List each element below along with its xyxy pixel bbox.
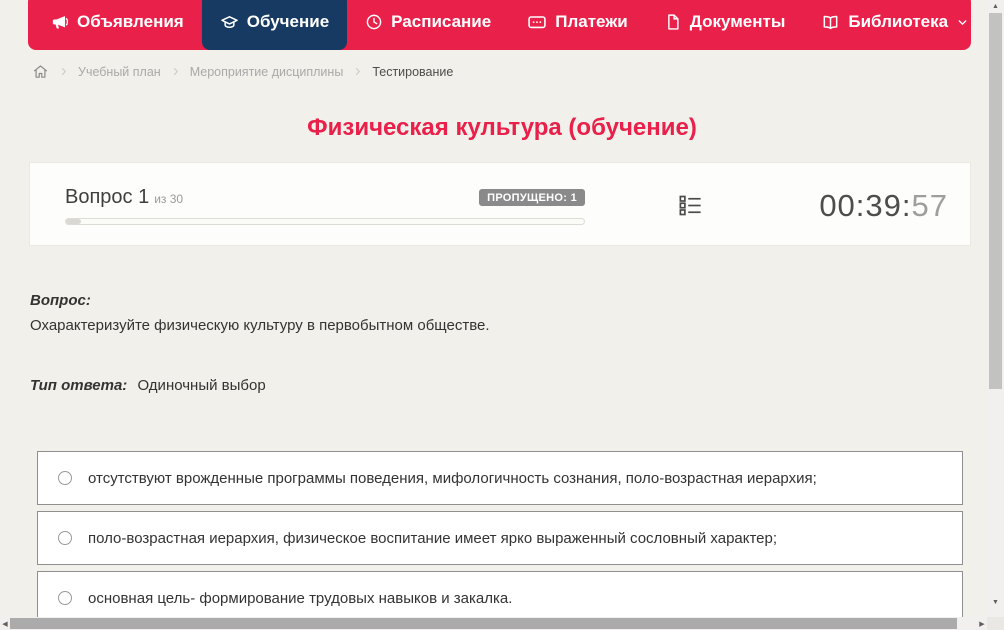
answer-option-1[interactable]	[37, 451, 963, 505]
nav-item-announcements[interactable]	[32, 0, 202, 50]
book-icon	[821, 13, 840, 32]
answer-option-text: отсутствуют врожденные программы поведения, мифологичность сознания, поло-возрастная иерархия;	[88, 469, 817, 487]
breadcrumb-separator-icon	[170, 66, 181, 77]
page-title: Физическая культура (обучение)	[307, 114, 697, 141]
nav-item-label: Документы	[689, 12, 786, 31]
scroll-down-arrow-icon[interactable]: ▼	[992, 598, 999, 606]
question-content	[30, 292, 970, 630]
vertical-scrollbar-thumb[interactable]	[989, 13, 1002, 389]
vertical-scrollbar[interactable]	[987, 0, 1004, 617]
answer-options	[30, 451, 970, 625]
radio-button[interactable]	[58, 471, 72, 485]
scrollbar-corner	[987, 617, 1004, 630]
question-progress-block	[65, 186, 585, 225]
progress-bar-fill	[66, 219, 81, 224]
breadcrumb-separator-icon	[352, 66, 363, 77]
nav-item-library[interactable]	[803, 0, 987, 50]
scroll-left-arrow-icon[interactable]: ◀	[2, 620, 8, 628]
home-icon[interactable]	[32, 63, 49, 80]
breadcrumb-item-testing: Тестирование	[372, 64, 454, 79]
answer-option-2[interactable]	[37, 511, 963, 565]
graduation-cap-icon	[220, 13, 239, 32]
breadcrumb-item-discipline-event[interactable]: Мероприятие дисциплины	[189, 64, 344, 79]
question-list-button[interactable]	[677, 192, 704, 222]
answer-type-value: Одиночный выбор	[137, 377, 266, 394]
answer-option-text: основная цель- формирование трудовых навыков и закалка.	[88, 589, 513, 607]
megaphone-icon	[50, 13, 69, 32]
timer-seconds: 57	[911, 188, 948, 223]
breadcrumb	[32, 63, 453, 80]
radio-button[interactable]	[58, 531, 72, 545]
nav-item-label: Расписание	[391, 12, 492, 31]
skipped-badge: ПРОПУЩЕНО: 1	[479, 189, 585, 206]
main-nav	[28, 0, 971, 50]
question-label: Вопрос:	[30, 292, 91, 309]
progress-bar	[65, 218, 585, 225]
nav-item-label: Библиотека	[848, 12, 949, 31]
horizontal-scrollbar-thumb[interactable]	[10, 618, 957, 629]
nav-item-schedule[interactable]	[347, 0, 509, 50]
timer-hours-minutes: 00:39:	[819, 188, 912, 223]
nav-item-payments[interactable]	[509, 0, 646, 50]
breadcrumb-item-study-plan[interactable]: Учебный план	[78, 64, 161, 79]
scroll-right-arrow-icon[interactable]: ▶	[979, 620, 985, 628]
question-text: Охарактеризуйте физическую культуру в первобытном обществе.	[30, 317, 490, 334]
nav-item-label: Объявления	[77, 12, 184, 31]
radio-button[interactable]	[58, 591, 72, 605]
nav-item-label: Платежи	[555, 12, 628, 31]
horizontal-scrollbar[interactable]	[0, 617, 987, 630]
chevron-down-icon	[956, 16, 969, 29]
answer-option-text: поло-возрастная иерархия, физическое воспитание имеет ярко выраженный сословный характер;	[88, 529, 778, 547]
question-total: из 30	[154, 192, 184, 206]
question-number: Вопрос 1	[65, 186, 150, 208]
breadcrumb-separator-icon	[58, 66, 69, 77]
question-list-icon	[677, 207, 704, 222]
clock-icon	[365, 13, 383, 31]
payment-card-icon	[527, 12, 547, 32]
timer	[819, 188, 948, 224]
scroll-up-arrow-icon[interactable]: ▲	[992, 2, 999, 10]
nav-item-label: Обучение	[246, 12, 330, 31]
document-icon	[664, 13, 682, 31]
nav-item-learning[interactable]	[202, 0, 347, 50]
nav-item-documents[interactable]	[646, 0, 804, 50]
question-panel	[30, 163, 970, 245]
answer-type-label: Тип ответа:	[30, 377, 128, 394]
